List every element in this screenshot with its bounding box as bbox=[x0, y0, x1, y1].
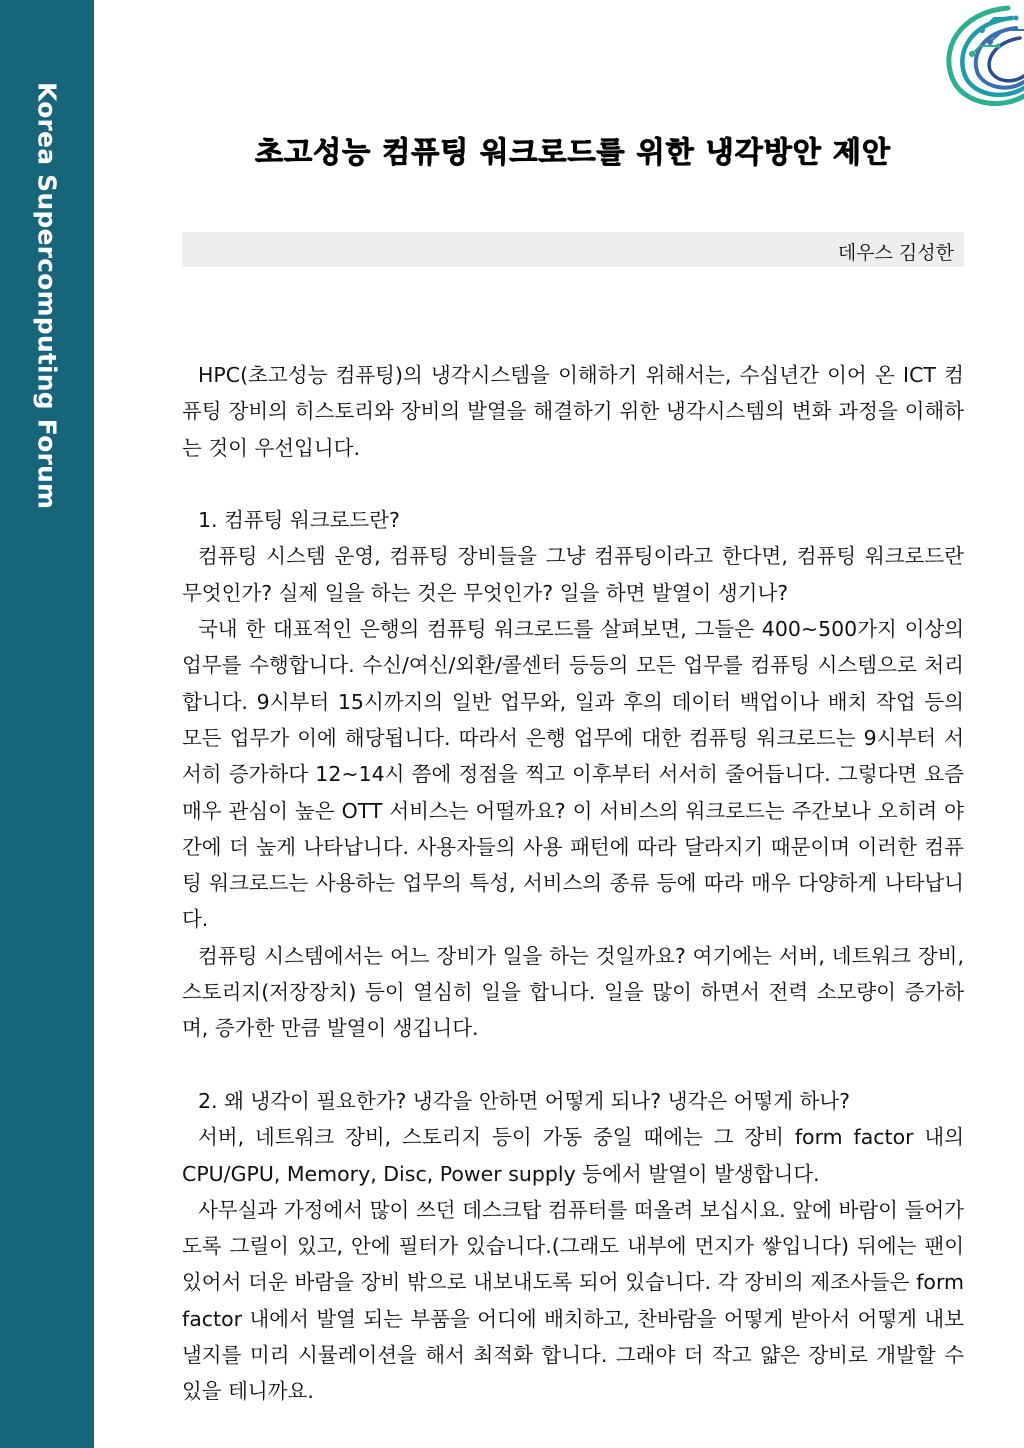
section-heading-1: 1. 컴퓨팅 워크로드란? bbox=[198, 508, 400, 533]
author-name: 데우스 김성한 bbox=[837, 242, 954, 264]
paragraph-spacer bbox=[182, 466, 964, 502]
document-title: 초고성능 컴퓨팅 워크로드를 위한 냉각방안 제안 bbox=[255, 135, 891, 169]
body-paragraph: 서버, 네트워크 장비, 스토리지 등이 가동 중일 때에는 그 장비 form factor 내의 CPU/GPU, Memory, Disc, Power supply 등에서 발열이 발생합니다. bbox=[182, 1125, 964, 1186]
intro-paragraph: HPC(초고성능 컴퓨팅)의 냉각시스템을 이해하기 위해서는, 수십년간 이어 온 ICT 컴퓨팅 장비의 히스토리와 장비의 발열을 해결하기 위한 냉각시스템의 변화 과정을 이해하는 것이 우선입니다. bbox=[182, 363, 964, 460]
section-heading-2: 2. 왜 냉각이 필요한가? 냉각을 안하면 어떻게 되나? 냉각은 어떻게 하나? bbox=[198, 1088, 851, 1113]
body-paragraph: 국내 한 대표적인 은행의 컴퓨팅 워크로드를 살펴보면, 그들은 400~500가지 이상의 업무를 수행합니다. 수신/여신/외환/콜센터 등등의 모든 업무를 컴퓨팅 시스템으로 처리합니다. 9시부터 15시까지의 일반 업무와, 일과 후의 데이터 백업이나 배치 작업 등의 모든 업무가 이에 해당됩니다. 따라서 은행 업무에 대한 컴퓨팅 워크로드는 9시부터 서서히 증가하다 12~14시 쯤에 정점을 찍고 이후부터 서서히 줄어듭니다. 그렇다면 요즘 매우 관심이 높은 OTT 서비스는 어떨까요? 이 서비스의 워크로드는 주간보나 오히려 야간에 더 높게 나타납니다. 사용자들의 사용 패턴에 따라 달라지기 때문이며 이러한 컴퓨팅 워크로드는 사용하는 업무의 특성, 서비스의 종류 등에 따라 매우 다양하게 나타납니다. bbox=[182, 617, 964, 932]
body-paragraph: 컴퓨팅 시스템 운영, 컴퓨팅 장비들을 그냥 컴퓨팅이라고 한다면, 컴퓨팅 워크로드란 무엇인가? 실제 일을 하는 것은 무엇인가? 일을 하면 발열이 생기나? bbox=[182, 544, 964, 605]
author-bar bbox=[182, 232, 964, 267]
body-paragraph: 컴퓨팅 시스템에서는 어느 장비가 일을 하는 것일까요? 여기에는 서버, 네트워크 장비, 스토리지(저장장치) 등이 열심히 일을 합니다. 일을 많이 하면서 전력 소모량이 증가하며, 증가한 만큼 발열이 생깁니다. bbox=[182, 943, 964, 1041]
body-paragraph: 사무실과 가정에서 많이 쓰던 데스크탑 컴퓨터를 떠올려 보십시요. 앞에 바람이 들어가도록 그릴이 있고, 안에 필터가 있습니다.(그래도 내부에 먼지가 쌓입니다) 뒤에는 팬이 있어서 더운 바람을 장비 밖으로 내보내도록 되어 있습니다. 각 장비의 제조사들은 form factor 내에서 발열 되는 부품을 어디에 배치하고, 찬바람을 어떻게 받아서 어떻게 내보낼지를 미리 시뮬레이션을 해서 최적화 합니다. 그래야 더 작고 얇은 장비로 개발할 수 있을 테니까요. bbox=[182, 1197, 964, 1404]
sidebar-forum-name: Korea Supercomputing Forum bbox=[32, 82, 62, 510]
ksf-swirl-logo-icon bbox=[920, 0, 1024, 118]
sidebar-band bbox=[0, 0, 94, 1448]
document-body bbox=[182, 357, 964, 1410]
paragraph-spacer bbox=[182, 1047, 964, 1083]
